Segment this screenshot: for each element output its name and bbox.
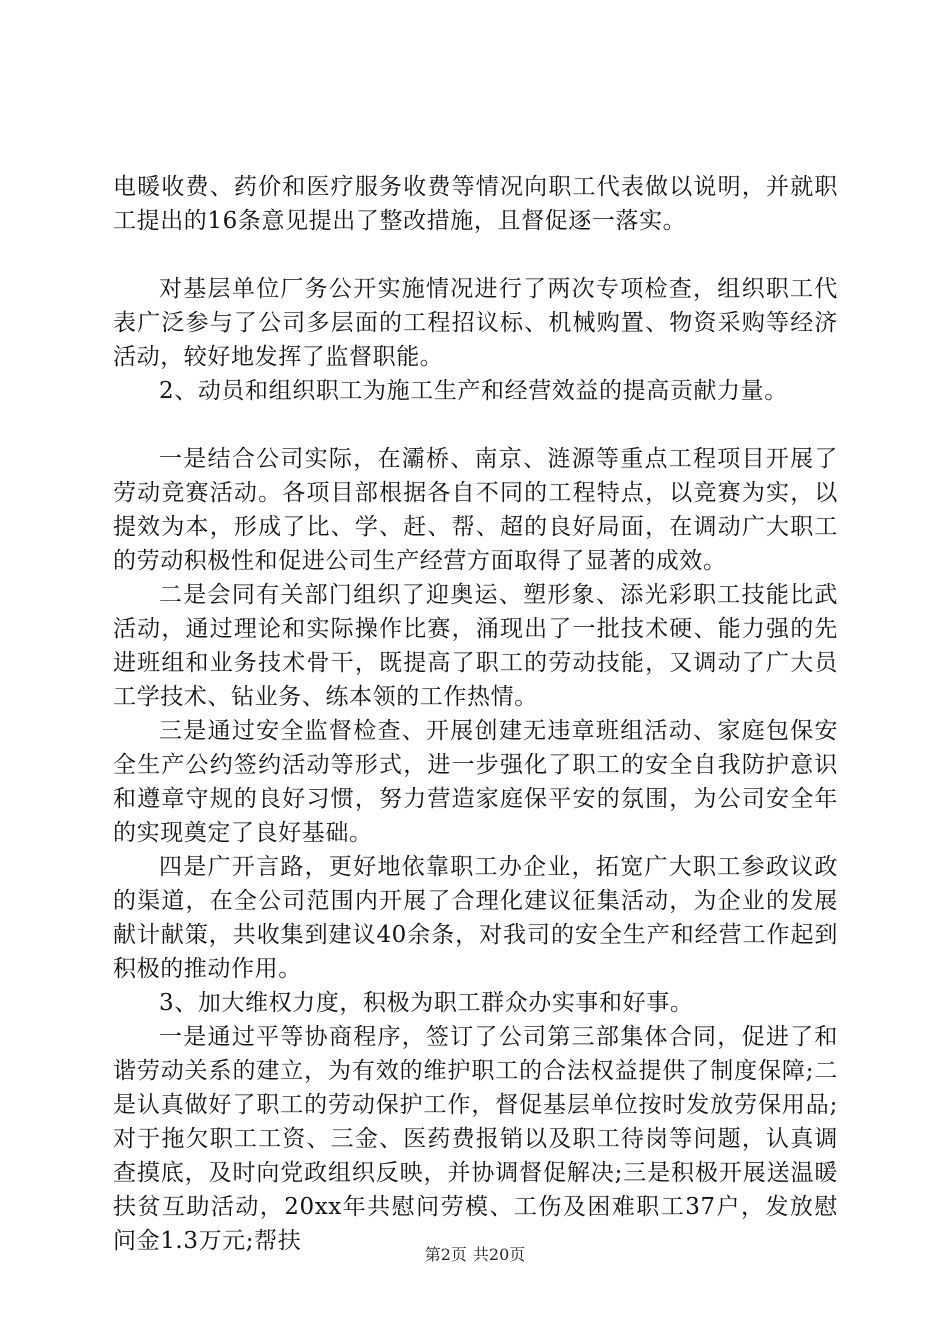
paragraph-9: 一是通过平等协商程序，签订了公司第三部集体合同，促进了和谐劳动关系的建立，为有效的维护职工的合法权益提供了制度保障;二是认真做好了职工的劳动保护工作，督促基层单位按时发放劳保用品;对于拖欠职工工资、三金、医药费报销以及职工待岗等问题，认真调查摸底，及时向党政组织反映，并协调督促解决;三是积极开展送温暖扶贫互助活动，20xx年共慰问劳模、工伤及困难职工37户，发放慰问金1.3万元;帮扶 (113, 1024, 838, 1254)
paragraph-6: 三是通过安全监督检查、开展创建无违章班组活动、家庭包保安全生产公约签约活动等形式，进一步强化了职工的安全自我防护意识和遵章守规的良好习惯，努力营造家庭保平安的氛围，为公司安全年的实现奠定了良好基础。 (113, 718, 838, 846)
paragraph-4: 一是结合公司实际，在灞桥、南京、涟源等重点工程项目开展了劳动竞赛活动。各项目部根据各自不同的工程特点，以竞赛为实，以提效为本，形成了比、学、赶、帮、超的良好局面，在调动广大职工的劳动积极性和促进公司生产经营方面取得了显著的成效。 (113, 446, 838, 574)
paragraph-2: 对基层单位厂务公开实施情况进行了两次专项检查，组织职工代表广泛参与了公司多层面的工程招议标、机械购置、物资采购等经济活动，较好地发挥了监督职能。 (113, 276, 838, 370)
page-number: 第2页 (424, 1245, 467, 1264)
page-total: 共20页 (472, 1245, 526, 1264)
section-heading-2: 2、动员和组织职工为施工生产和经营效益的提高贡献力量。 (159, 378, 788, 404)
paragraph-5: 二是会同有关部门组织了迎奥运、塑形象、添光彩职工技能比武活动，通过理论和实际操作比赛，涌现出了一批技术硬、能力强的先进班组和业务技术骨干，既提高了职工的劳动技能，又调动了广大员工学技术、钻业务、练本领的工作热情。 (113, 582, 838, 710)
document-body (113, 170, 838, 1258)
page-footer (0, 1242, 950, 1265)
section-heading-3: 3、加大维权力度，积极为职工群众办实事和好事。 (159, 990, 694, 1016)
paragraph-1: 电暖收费、药价和医疗服务收费等情况向职工代表做以说明，并就职工提出的16条意见提出了整改措施，且督促逐一落实。 (113, 174, 838, 234)
paragraph-7: 四是广开言路，更好地依靠职工办企业，拓宽广大职工参政议政的渠道，在全公司范围内开展了合理化建议征集活动，为企业的发展献计献策，共收集到建议40余条，对我司的安全生产和经营工作起到积极的推动作用。 (113, 854, 838, 982)
